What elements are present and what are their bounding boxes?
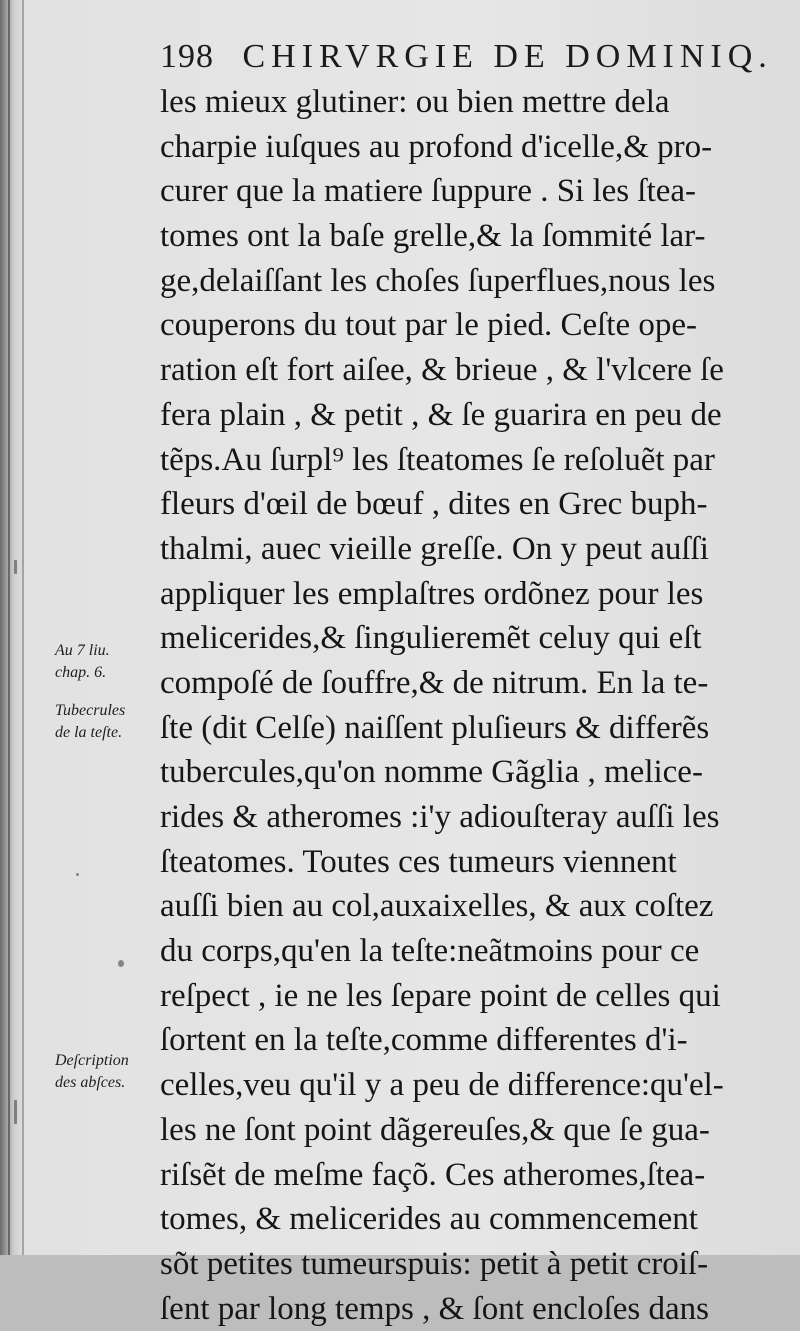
margin-note-description: [55, 1050, 177, 1094]
text-line: couperons du tout par le pied. Ceſte ope-: [160, 307, 698, 344]
text-line: compoſé de ſouffre,& de nitrum. En la te-: [160, 664, 709, 701]
text-line: fera plain , & petit , & ſe guarira en peu de: [160, 396, 722, 433]
note-line: des abſces.: [55, 1074, 126, 1091]
note-line: de la teſte.: [55, 724, 123, 741]
ink-speck: [76, 873, 79, 876]
text-line: ſteatomes. Toutes ces tumeurs viennent: [160, 843, 677, 880]
text-line: les mieux glutiner: ou bien mettre dela: [160, 84, 670, 120]
body-text: [160, 80, 772, 1331]
text-line: fleurs d'œil de bœuf , dites en Grec buph-: [160, 486, 708, 523]
text-line: sõt petites tumeurspuis: petit à petit croiſ-: [160, 1245, 709, 1282]
text-line: melicerides,& ſingulieremẽt celuy qui eſt: [160, 620, 702, 657]
text-line: appliquer les emplaſtres ordõnez pour les: [160, 575, 704, 612]
text-line: ſte (dit Celſe) naiſſent pluſieurs & differẽs: [160, 709, 710, 746]
text-line: auſſi bien au col,auxaixelles, & aux coſtez: [160, 888, 714, 925]
text-line: tubercules,qu'on nomme Gãglia , melice-: [160, 754, 703, 791]
text-line: ration eſt fort aiſee, & brieue , & l'vlcere ſe: [160, 352, 724, 389]
running-title: CHIRVRGIE DE DOMINIQ.: [242, 38, 773, 75]
text-line: celles,veu qu'il y a peu de difference:qu'el-: [160, 1067, 724, 1104]
note-line: chap. 6.: [55, 664, 107, 681]
ink-speck: [118, 960, 124, 967]
text-line: reſpect , ie ne les ſepare point de celles qui: [160, 977, 721, 1014]
text-line: tomes, & melicerides au commencement: [160, 1201, 698, 1238]
text-line: ge,delaiſſant les choſes ſuperflues,nous les: [160, 262, 716, 299]
text-line: tomes ont la baſe grelle,& la ſommité lar-: [160, 218, 706, 255]
text-line: thalmi, auec vieille greſſe. On y peut auſſi: [160, 530, 709, 567]
note-line: Au 7 liu.: [55, 642, 110, 659]
text-line: curer que la matiere ſuppure . Si les ſtea-: [160, 173, 697, 210]
note-line: Tubecrules: [55, 702, 126, 719]
page-number: 198: [160, 38, 214, 75]
text-line: rides & atheromes :i'y adiouſteray auſſi les: [160, 799, 720, 835]
margin-note-reference: [55, 640, 177, 684]
text-line: riſsẽt de meſme façõ. Ces atheromes,ſtea-: [160, 1156, 706, 1193]
page-gutter-edge: [8, 0, 10, 1255]
ink-speck: [14, 1100, 17, 1124]
text-line: ſent par long temps , & ſont encloſes dans: [160, 1290, 709, 1327]
text-line: du corps,qu'en la teſte:neãtmoins pour ce: [160, 933, 700, 970]
ink-speck: [14, 560, 17, 574]
margin-note-topic: [55, 700, 177, 744]
text-line: tẽps.Au ſurpl⁹ les ſteatomes ſe reſoluẽt par: [160, 441, 715, 478]
note-line: Deſcription: [55, 1052, 129, 1069]
text-line: charpie iuſques au profond d'icelle,& pro-: [160, 128, 713, 165]
text-line: les ne ſont point dãgereuſes,& que ſe gua-: [160, 1111, 710, 1148]
text-line: ſortent en la teſte,comme differentes d'i-: [160, 1022, 688, 1059]
page-gutter-shadow: [22, 0, 24, 1255]
